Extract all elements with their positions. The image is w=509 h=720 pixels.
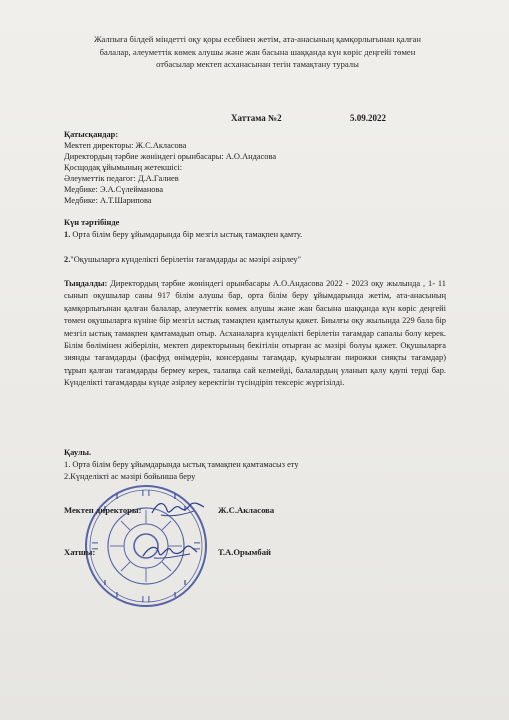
protocol-date: 5.09.2022 [350,113,386,123]
director-signature-icon [150,498,206,520]
body-text: Директордың тәрбие жөніндегі орынбасары А.О.Андасова 2022 - 2023 оқу жылында , 1- 11 сынып оқушылар саны 917 білім алушы бар, орта білім беру ұйымдарында жетім, ата-анасының қамқорлығынан қалған балалар, әлеуметтік көмек алушы және жан басына шаққанда күн көріс деңгейі төмен оқушыларға күніне бір мезгіл ыстық тамақпен қамтылуы қажет. Биылғы оқу жылында 229 бала бір мезгіл ыстық тамақпен қамтамадып отыр. Асханаларға күнделікті берілетін тағамдар сапалы болу керек. Білім бөлімінен жіберілін, мектеп директорының бекітілін отырған ас мәзірі болуы қажет. Оқушыларға зиянды тағамдарды (фасфуд өнімдерін, консерданы тағамдар, қуырылған пирожки сияқты тағамдар) тұрып қалған тағамдарды бермеу керек, талапқа сай келмейді, балалардың уланып қалу қаупі терді бар. Күнделікті тағамдарды күнде әзірлеу керектігін түсіндіріп тексеріс жүргізілді. [64,279,446,388]
decision-item: 1. Орта білім беру ұйымдарында ыстық тамақпен қамтамасыз ету [64,460,299,469]
participant-item: Қосщодақ ұйымының жетекшісі: [64,163,183,172]
agenda-item-2 [64,255,301,264]
agenda-heading: Күн тәртібінде [64,218,120,227]
participant-item: Медбике: А.Т.Шарипова [64,196,152,205]
participant-item: Медбике: Э.А.Сүлейманова [64,185,164,194]
participants-heading: Қатысқандар: [64,130,119,139]
participant-item: Әлеуметтік педагог: Д.А.Галиев [64,174,179,183]
secretary-label: Хатшы: [64,547,96,557]
title-line: Жалпыға білдей міндетті оқу қоры есебінен жетім, ата-анасының қамқорлығынан қалған [94,34,421,44]
agenda-item-1 [64,230,302,239]
body-lead: Тыңдалды: [64,279,108,288]
agenda-item-number: 1. [64,230,71,239]
participant-item: Мектеп директоры: Ж.С.Акласова [64,141,187,150]
agenda-item-number: 2. [64,255,71,264]
protocol-title: Хаттама №2 [231,113,282,123]
secretary-signature-icon [140,540,200,562]
director-name: Ж.С.Акласова [218,505,275,515]
agenda-item-text: "Оқушыларға күнделікті берілетін тағамдарды ас мәзірі әзірлеу" [70,255,301,264]
director-label: Мектеп директоры: [64,505,142,515]
title-line: отбасылар мектеп асханасынан тегін тамақтану туралы [156,59,359,69]
body-paragraph [64,278,446,390]
agenda-item-text: Орта білім беру ұйымдарында бір мезгіл ыстық тамақпен қамту. [70,230,303,239]
document-title [60,33,455,71]
decision-heading: Қаулы. [64,448,92,457]
decision-item: 2.Күнделікті ас мәзірі бойынша беру [64,472,196,481]
participant-item: Директордың тәрбие жөніндегі орынбасары: А.О.Андасова [64,152,277,161]
secretary-name: Т.А.Орымбай [218,547,271,557]
title-line: балалар, әлеуметтік көмек алушы және жан басына шаққанда күн көріс деңгейі төмен [99,46,416,57]
